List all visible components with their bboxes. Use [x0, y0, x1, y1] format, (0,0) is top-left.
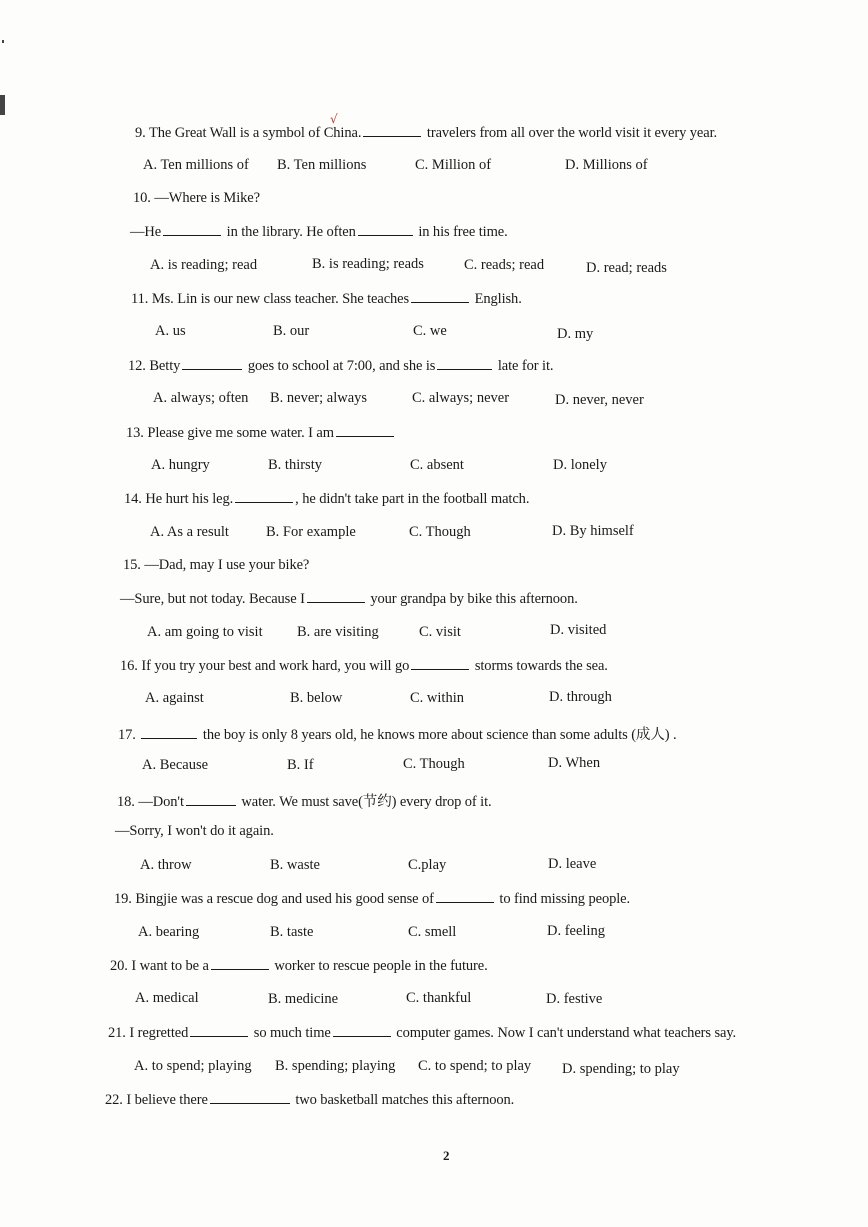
- option-d[interactable]: D. Millions of: [565, 157, 648, 173]
- option-c[interactable]: C. thankful: [406, 990, 472, 1006]
- question-13: 13. Please give me some water. I am: [126, 424, 396, 442]
- question-14: 14. He hurt his leg. , he didn't take part in the football match.: [124, 491, 530, 507]
- question-20: 20. I want to be a worker to rescue people in the future.: [110, 958, 488, 974]
- option-a[interactable]: A. is reading; read: [150, 257, 258, 273]
- option-a[interactable]: A. am going to visit: [147, 624, 263, 640]
- option-c[interactable]: C. always; never: [412, 390, 510, 406]
- option-a[interactable]: A. always; often: [153, 390, 249, 406]
- option-c[interactable]: C.play: [408, 857, 447, 873]
- question-21: 21. I regretted so much time computer games. Now I can't understand what teachers say.: [108, 1025, 737, 1041]
- option-a[interactable]: A. hungry: [151, 457, 210, 473]
- option-a[interactable]: A. Because: [142, 757, 209, 773]
- option-a[interactable]: A. Ten millions of: [143, 157, 249, 173]
- page-number: 2: [443, 1148, 450, 1163]
- question-18: 18. —Don't water. We must save(节约) every drop of it.: [117, 794, 492, 810]
- option-c[interactable]: C. Though: [409, 524, 471, 540]
- scan-mark: [2, 40, 4, 43]
- question-18-reply: —Sorry, I won't do it again.: [115, 823, 274, 839]
- option-d[interactable]: D. leave: [548, 856, 597, 872]
- option-b[interactable]: B. spending; playing: [275, 1058, 396, 1074]
- option-a[interactable]: A. throw: [140, 857, 192, 873]
- option-a[interactable]: A. us: [155, 323, 186, 339]
- option-d[interactable]: D. visited: [550, 622, 607, 638]
- option-d[interactable]: D. feeling: [547, 923, 605, 939]
- question-22: 22. I believe there two basketball matches this afternoon.: [105, 1092, 515, 1108]
- question-15-reply: —Sure, but not today. Because I your grandpa by bike this afternoon.: [120, 591, 578, 607]
- option-c[interactable]: C. to spend; to play: [418, 1058, 532, 1074]
- question-11: 11. Ms. Lin is our new class teacher. She teaches English.: [131, 291, 522, 307]
- option-c[interactable]: C. we: [413, 323, 447, 339]
- option-b[interactable]: B. thirsty: [268, 457, 322, 473]
- option-c[interactable]: C. absent: [410, 457, 464, 473]
- option-b[interactable]: B. below: [290, 690, 343, 706]
- option-d[interactable]: D. festive: [546, 991, 603, 1007]
- question-9: 9. The Great Wall is a symbol of China. travelers from all over the world visit it every year.: [135, 125, 718, 141]
- question-10-reply: —He in the library. He often in his free time.: [130, 224, 508, 240]
- option-c[interactable]: C. Though: [403, 756, 465, 772]
- option-c[interactable]: C. within: [410, 690, 464, 706]
- option-b[interactable]: B. Ten millions: [277, 157, 367, 173]
- check-mark: √: [330, 112, 338, 126]
- option-a[interactable]: A. medical: [135, 990, 199, 1006]
- option-c[interactable]: C. Million of: [415, 157, 492, 173]
- option-b[interactable]: B. never; always: [270, 390, 368, 406]
- question-15: 15. —Dad, may I use your bike?: [123, 557, 310, 573]
- question-17: 17. the boy is only 8 years old, he knows more about science than some adults (成人) .: [118, 727, 677, 743]
- option-a[interactable]: A. As a result: [150, 524, 229, 540]
- option-c[interactable]: C. visit: [419, 624, 461, 640]
- option-b[interactable]: B. medicine: [268, 991, 339, 1007]
- option-d[interactable]: D. By himself: [552, 523, 634, 539]
- option-d[interactable]: D. When: [548, 755, 601, 771]
- question-10: 10. —Where is Mike?: [133, 190, 260, 206]
- scan-mark: [0, 95, 5, 115]
- option-d[interactable]: D. my: [557, 326, 594, 342]
- question-16: 16. If you try your best and work hard, you will go storms towards the sea.: [120, 658, 608, 674]
- option-d[interactable]: D. never, never: [555, 392, 644, 408]
- option-d[interactable]: D. lonely: [553, 457, 607, 473]
- option-a[interactable]: A. to spend; playing: [134, 1058, 252, 1074]
- option-b[interactable]: B. is reading; reads: [312, 256, 424, 272]
- option-b[interactable]: B. For example: [266, 524, 356, 540]
- option-b[interactable]: B. our: [273, 323, 310, 339]
- option-a[interactable]: A. against: [145, 690, 204, 706]
- question-19: 19. Bingjie was a rescue dog and used his good sense of to find missing people.: [114, 891, 631, 907]
- option-b[interactable]: B. are visiting: [297, 624, 379, 640]
- option-c[interactable]: C. reads; read: [464, 257, 545, 273]
- question-12: 12. Betty goes to school at 7:00, and she is late for it.: [128, 358, 554, 374]
- option-d[interactable]: D. read; reads: [586, 260, 667, 276]
- option-c[interactable]: C. smell: [408, 924, 457, 940]
- option-a[interactable]: A. bearing: [138, 924, 200, 940]
- option-b[interactable]: B. taste: [270, 924, 314, 940]
- option-b[interactable]: B. waste: [270, 857, 320, 873]
- option-d[interactable]: D. spending; to play: [562, 1061, 680, 1077]
- option-b[interactable]: B. If: [287, 757, 314, 773]
- option-d[interactable]: D. through: [549, 689, 612, 705]
